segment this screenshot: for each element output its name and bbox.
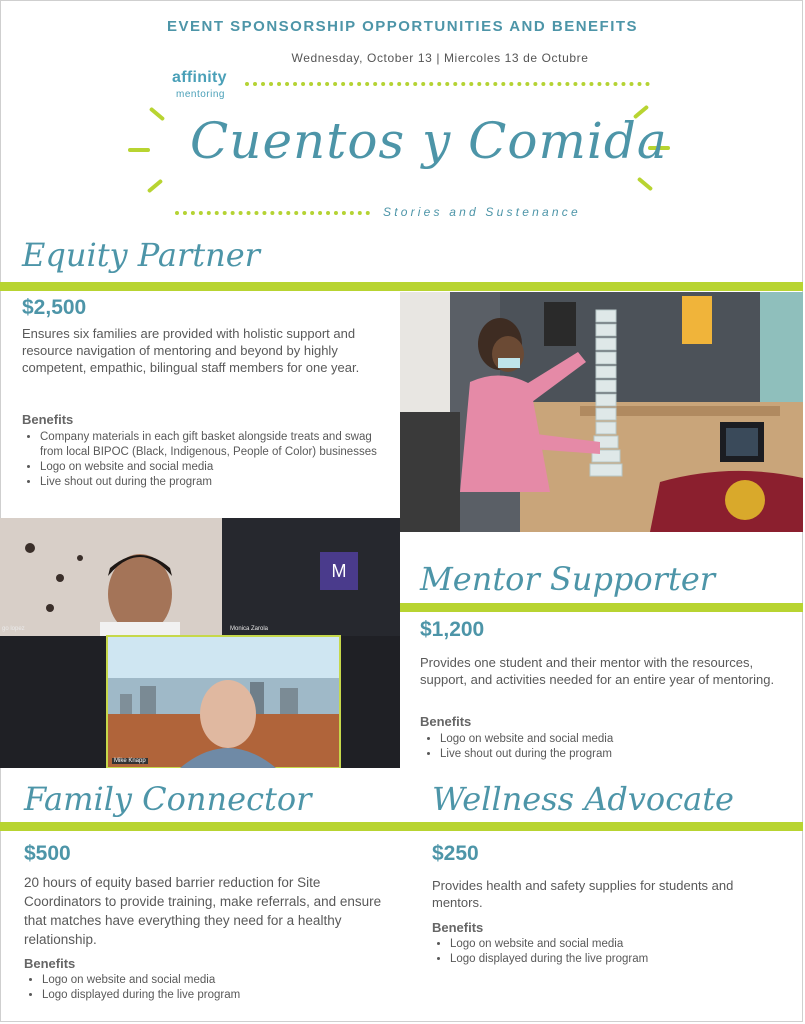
family-benefits-list bbox=[24, 973, 402, 1003]
event-subtitle: Stories and Sustenance bbox=[383, 205, 581, 219]
affinity-logo bbox=[172, 69, 227, 87]
equity-price: $2,500 bbox=[22, 296, 87, 319]
spark-decoration bbox=[128, 148, 150, 152]
page-heading: EVENT SPONSORSHIP OPPORTUNITIES AND BENEFITS bbox=[166, 18, 639, 35]
participant-initial-avatar: M bbox=[331, 561, 347, 581]
wellness-price: $250 bbox=[432, 842, 479, 865]
benefit-item: • Live shout out during the program bbox=[440, 747, 800, 762]
wellness-description: Provides health and safety supplies for students and mentors. bbox=[432, 878, 734, 910]
classroom-photo bbox=[400, 292, 803, 532]
benefit-item: • Live shout out during the program bbox=[40, 475, 396, 490]
spark-decoration bbox=[637, 177, 653, 192]
benefit-item: • Logo on website and social media bbox=[42, 973, 402, 988]
family-connector-heading: Family Connector bbox=[24, 780, 312, 818]
spark-decoration bbox=[149, 107, 165, 122]
bottom-divider-bar bbox=[0, 822, 803, 831]
spark-decoration bbox=[147, 179, 163, 194]
wellness-benefits-list bbox=[432, 937, 800, 967]
mentor-price: $1,200 bbox=[420, 618, 485, 641]
benefit-item: • Logo displayed during the live program bbox=[42, 988, 402, 1003]
event-title: Cuentos y Comida bbox=[190, 112, 668, 170]
wellness-advocate-heading: Wellness Advocate bbox=[432, 780, 734, 818]
dotted-divider-top bbox=[245, 82, 650, 86]
mentor-description: Provides one student and their mentor with the resources, support, and activities needed for an entire year of mentoring. bbox=[420, 655, 775, 687]
video-call-screenshot bbox=[0, 518, 400, 768]
benefit-item: • Logo displayed during the live program bbox=[450, 952, 800, 967]
equity-benefits-label: Benefits bbox=[22, 412, 74, 427]
equity-description: Ensures six families are provided with holistic support and resource navigation of mentoring and beyond by highly competent, empathic, bilingual staff members for one year. bbox=[22, 326, 360, 375]
participant-name-1: go lopez bbox=[2, 626, 25, 632]
logo-word-1: affin bbox=[172, 69, 208, 86]
benefit-item: • Logo on website and social media bbox=[440, 732, 800, 747]
mentor-supporter-heading: Mentor Supporter bbox=[420, 560, 716, 598]
benefit-item: • Company materials in each gift basket alongside treats and swag from local BIPOC (Black, Indigenous, People of Color) businesses bbox=[40, 430, 396, 460]
benefit-item: • Logo on website and social media bbox=[40, 460, 396, 475]
mentor-divider-bar bbox=[400, 603, 803, 612]
logo-word-2: ity bbox=[207, 69, 227, 86]
family-description: 20 hours of equity based barrier reduction for Site Coordinators to provide training, make referrals, and ensure that matches have everything they need for a healthy relationship. bbox=[24, 875, 382, 947]
dotted-divider-bottom bbox=[175, 211, 370, 215]
classroom-photo-illustration bbox=[400, 292, 803, 532]
mentor-benefits-list bbox=[422, 732, 800, 762]
event-date: Wednesday, October 13 | Miercoles 13 de Octubre bbox=[291, 51, 589, 65]
family-benefits-label: Benefits bbox=[24, 956, 76, 971]
participant-name-3: Mike Knapp bbox=[114, 758, 146, 764]
mentor-benefits-label: Benefits bbox=[420, 714, 472, 729]
wellness-benefits-label: Benefits bbox=[432, 920, 484, 935]
family-price: $500 bbox=[24, 842, 71, 865]
participant-name-2: Monica Zarola bbox=[230, 626, 269, 632]
equity-benefits-list bbox=[22, 430, 396, 490]
benefit-item: • Logo on website and social media bbox=[450, 937, 800, 952]
logo-subtitle: mentoring bbox=[176, 89, 225, 100]
equity-partner-heading: Equity Partner bbox=[22, 236, 260, 274]
equity-divider-bar bbox=[0, 282, 803, 291]
